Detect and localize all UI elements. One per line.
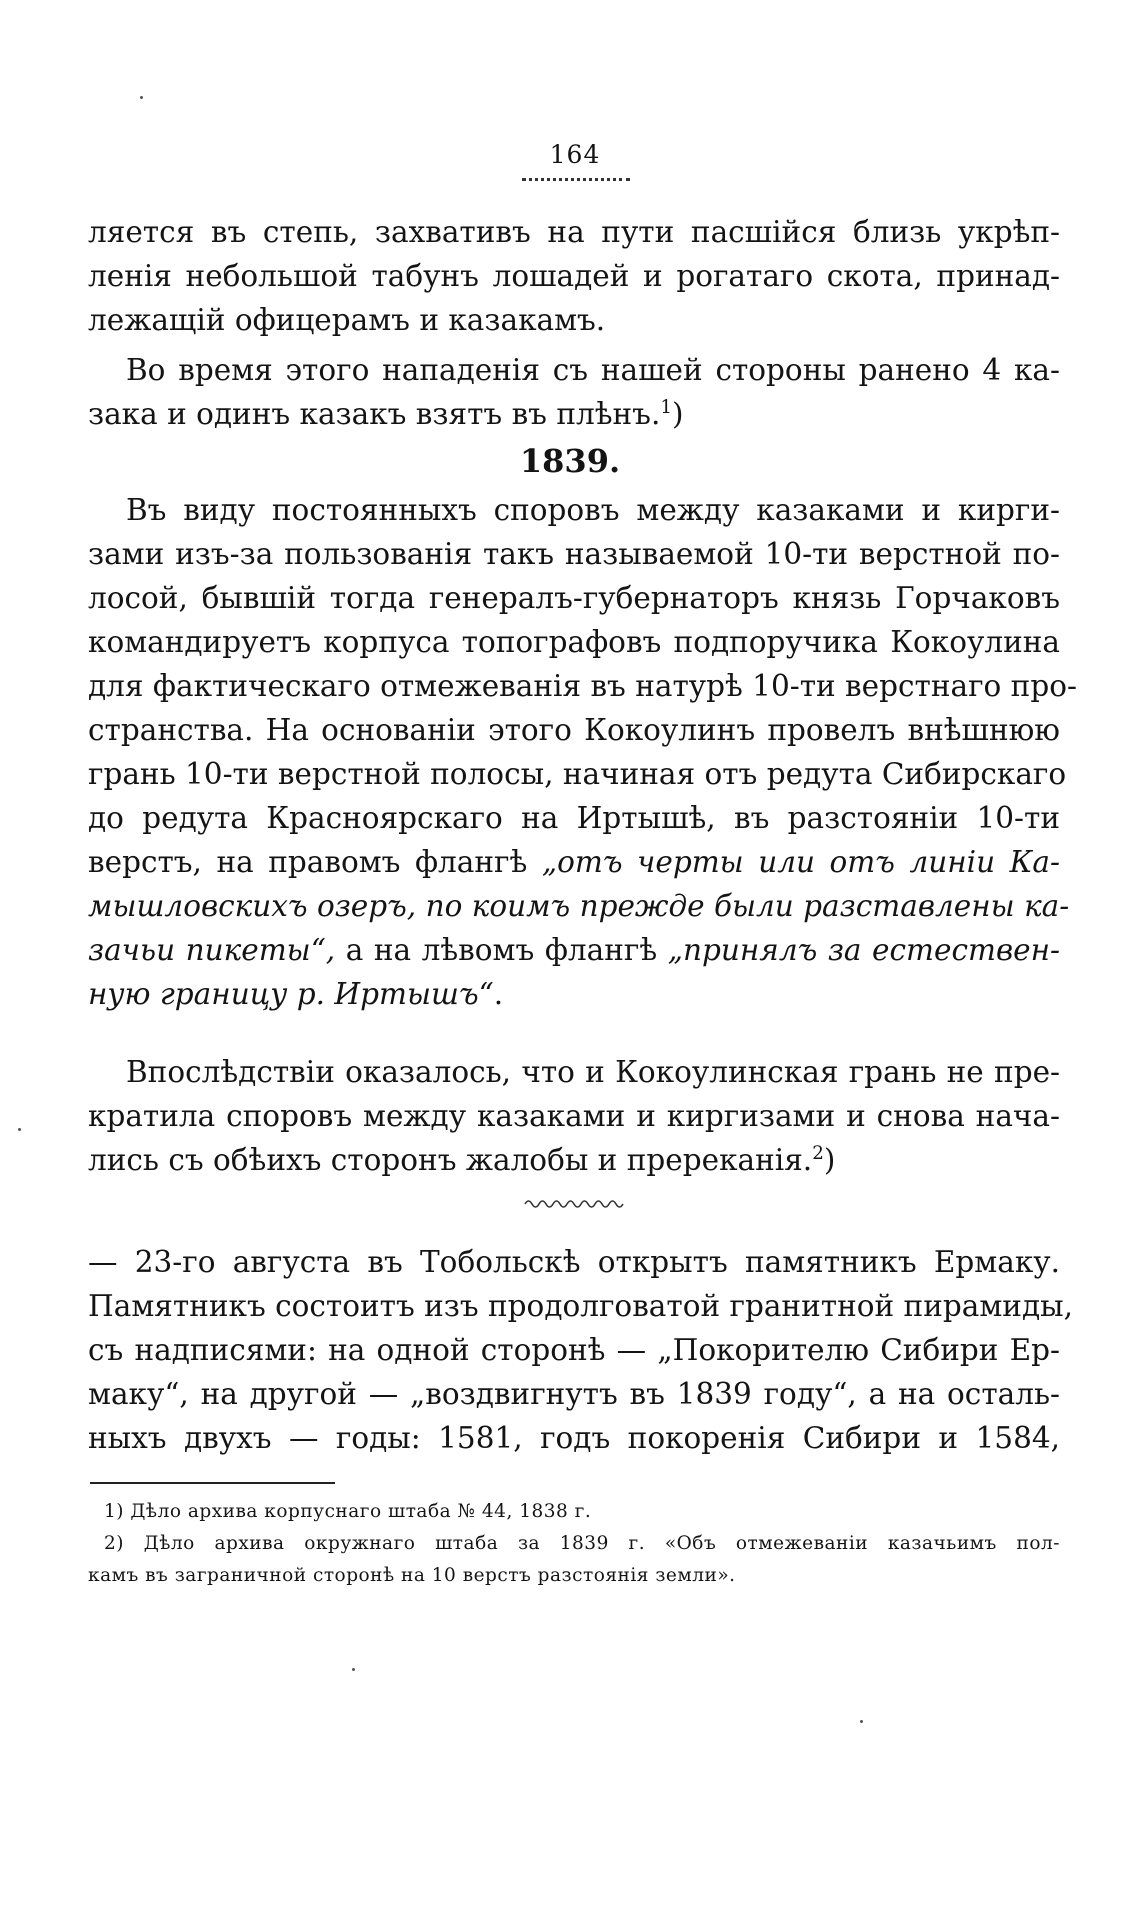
footnote-1: 1) Дѣло архива корпуснаго штаба № 44, 1838 г. <box>104 1501 592 1522</box>
paragraph-attack <box>88 348 1060 436</box>
text-line: странства. На основаніи этого Кокоулинъ провелъ внѣшнюю <box>88 713 1060 747</box>
text-line: мышловскихъ озеръ, по коимъ прежде были разставлены ка- <box>88 889 1070 923</box>
text-line: командируетъ корпуса топографовъ подпоручика Кокоулина <box>88 625 1060 659</box>
text-line: зачьи пикеты“, а на лѣвомъ флангѣ „принялъ за естествен- <box>88 933 1060 967</box>
text-line: лежащій офицерамъ и казакамъ. <box>88 303 606 337</box>
wavy-separator <box>523 1196 628 1210</box>
text-line: маку“, на другой — „воздвигнутъ въ 1839 году“, а на осталь- <box>88 1377 1060 1411</box>
page-number-dots <box>522 174 630 181</box>
text-line: грань 10-ти верстной полосы, начиная отъ редута Сибирскаго <box>88 757 1067 791</box>
year-heading: 1839. <box>519 442 621 480</box>
footnote-rule <box>90 1482 335 1484</box>
text-line: зами изъ-за пользованія такъ называемой 10-ти верстной по- <box>88 537 1060 571</box>
scan-speck <box>860 1720 863 1723</box>
text-line: ную границу р. Иртышъ“. <box>88 977 504 1011</box>
text-line: ныхъ двухъ — годы: 1581, годъ покоренія Сибири и 1584, <box>88 1421 1060 1455</box>
paragraph-monument <box>88 1240 1073 1460</box>
text-line: Во время этого нападенія съ нашей стороны ранено 4 ка- <box>126 353 1060 387</box>
paragraph-continuation <box>88 210 1060 342</box>
text-line: лись съ обѣихъ сторонъ жалобы и пререканія.$^2$) <box>88 1143 836 1177</box>
footnotes <box>88 1496 1060 1592</box>
footnote-ref-1: 1 <box>660 397 672 419</box>
text-line: лосой, бывшій тогда генералъ-губернаторъ князь Горчаковъ <box>88 581 1060 615</box>
text-line: съ надписями: на одной сторонѣ — „Покорителю Сибири Ер- <box>88 1333 1060 1367</box>
footnote-ref-2: 2 <box>812 1143 824 1165</box>
text-line: зака и одинъ казакъ взятъ въ плѣнъ.$^1$) <box>88 397 684 431</box>
text-line: Въ виду постоянныхъ споровъ между казаками и кирги- <box>126 493 1060 527</box>
footnote-2-continuation: камъ въ заграничной сторонѣ на 10 верстъ разстоянія земли». <box>88 1565 736 1586</box>
footnote-2: 2) Дѣло архива окружнаго штаба за 1839 г. «Объ отмежеваніи казачьимъ пол- <box>104 1533 1060 1554</box>
text-line: для фактическаго отмежеванія въ натурѣ 10-ти верстнаго про- <box>88 669 1077 703</box>
text-line: — 23-го августа въ Тобольскѣ открытъ памятникъ Ермаку. <box>88 1245 1060 1279</box>
scan-speck <box>140 96 143 99</box>
scan-speck <box>18 1128 21 1131</box>
scan-speck <box>352 1668 355 1671</box>
text-line: кратила споровъ между казаками и киргизами и снова нача- <box>88 1099 1060 1133</box>
text-line: Впослѣдствіи оказалось, что и Кокоулинская грань не пре- <box>126 1055 1060 1089</box>
text-line: Памятникъ состоитъ изъ продолговатой гранитной пирамиды, <box>88 1289 1073 1323</box>
text-line: верстъ, на правомъ флангѣ „отъ черты или отъ линіи Ка- <box>88 845 1060 879</box>
text-line: ляется въ степь, захвативъ на пути пасшійся близь укрѣп- <box>88 215 1060 249</box>
paragraph-consequences <box>88 1050 1060 1182</box>
text-line: ленія небольшой табунъ лошадей и рогатаго скота, принад- <box>88 259 1060 293</box>
paragraph-boundary <box>88 488 1077 1016</box>
page-number: 164 <box>549 140 601 169</box>
text-line: до редута Красноярскаго на Иртышѣ, въ разстояніи 10-ти <box>88 801 1060 835</box>
